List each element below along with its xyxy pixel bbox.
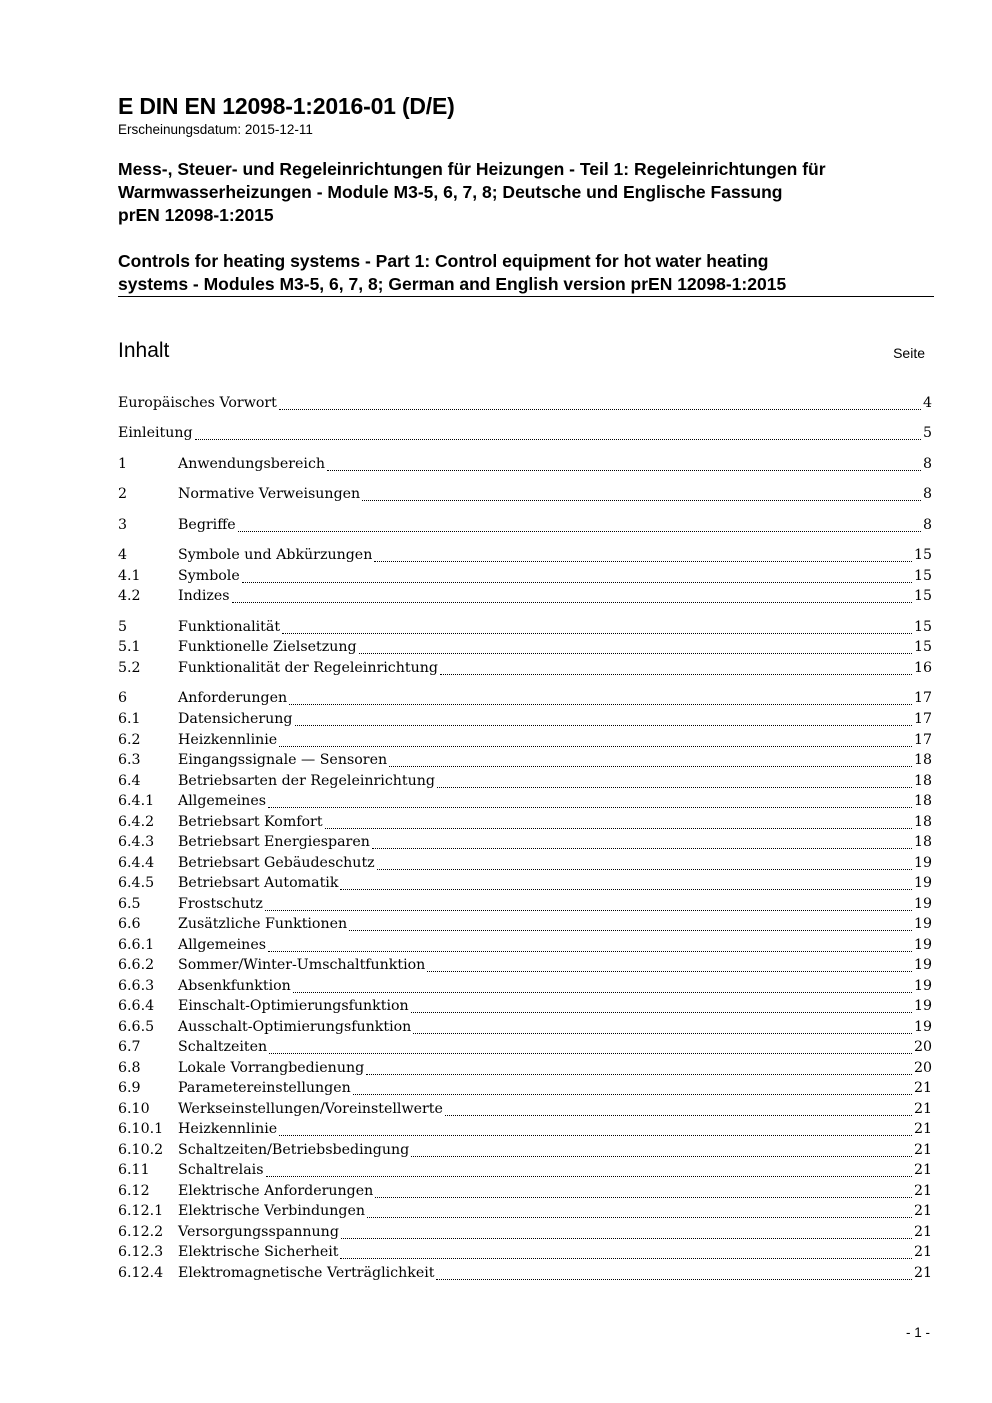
toc-leader-dots xyxy=(279,409,921,410)
toc-entry[interactable] xyxy=(118,568,932,588)
toc-leader-dots xyxy=(266,1176,912,1177)
toc-entry-title: Elektrische Sicherheit xyxy=(178,1244,339,1260)
toc-entry[interactable] xyxy=(118,957,932,977)
toc-entry-title: Heizkennlinie xyxy=(178,1121,278,1137)
toc-entry[interactable] xyxy=(118,690,932,710)
toc-entry-number: 6.11 xyxy=(118,1162,150,1178)
toc-entry[interactable] xyxy=(118,456,932,476)
toc-entry-page: 21 xyxy=(913,1224,932,1240)
title-german xyxy=(118,158,938,227)
toc-entry-page: 20 xyxy=(913,1039,932,1055)
toc-leader-dots xyxy=(366,1074,912,1075)
toc-entry-title: Heizkennlinie xyxy=(178,732,278,748)
title-english-line: Controls for heating systems - Part 1: Control equipment for hot water heating xyxy=(118,251,769,271)
toc-leader-dots xyxy=(389,766,912,767)
toc-leader-dots xyxy=(242,582,912,583)
toc-entry-number: 6.10 xyxy=(118,1101,150,1117)
toc-entry-page: 21 xyxy=(913,1244,932,1260)
title-german-line: Warmwasserheizungen - Module M3-5, 6, 7, 8; Deutsche und Englische Fassung xyxy=(118,182,783,202)
toc-leader-dots xyxy=(445,1115,912,1116)
toc-entry-page: 17 xyxy=(913,711,932,727)
toc-entry-number: 5 xyxy=(118,619,128,635)
toc-entry[interactable] xyxy=(118,486,932,506)
toc-entry[interactable] xyxy=(118,855,932,875)
toc-entry-page: 18 xyxy=(913,752,932,768)
toc-entry-title: Schaltrelais xyxy=(178,1162,264,1178)
toc-entry-number: 6.4.2 xyxy=(118,814,155,830)
toc-entry-number: 6.12.2 xyxy=(118,1224,164,1240)
toc-entry-title: Datensicherung xyxy=(178,711,293,727)
toc-entry-page: 15 xyxy=(913,639,932,655)
toc-entry-title: Versorgungsspannung xyxy=(178,1224,339,1240)
toc-entry-page: 19 xyxy=(913,937,932,953)
toc-entry-number: 6.5 xyxy=(118,896,141,912)
toc-entry[interactable] xyxy=(118,639,932,659)
toc-entry-number: 6.4.4 xyxy=(118,855,155,871)
toc-entry-page: 19 xyxy=(913,998,932,1014)
toc-entry-title: Ausschalt-Optimierungsfunktion xyxy=(178,1019,412,1035)
toc-entry-title: Normative Verweisungen xyxy=(178,486,361,502)
toc-entry-number: 6.4.5 xyxy=(118,875,155,891)
toc-entry-title: Elektrische Verbindungen xyxy=(178,1203,366,1219)
toc-leader-dots xyxy=(232,602,912,603)
toc-entry-number: 5.2 xyxy=(118,660,141,676)
toc-entry-page: 17 xyxy=(913,690,932,706)
toc-entry-number: 6.12 xyxy=(118,1183,150,1199)
toc-entry-number: 4 xyxy=(118,547,128,563)
toc-entry-number: 6.6.3 xyxy=(118,978,155,994)
toc-entry-number: 6.2 xyxy=(118,732,141,748)
toc-entry-number: 6.7 xyxy=(118,1039,141,1055)
title-english-line: systems - Modules M3-5, 6, 7, 8; German and English version prEN 12098-1:2015 xyxy=(118,274,787,294)
toc-heading: Inhalt xyxy=(118,339,170,362)
toc-entry-number: 6.8 xyxy=(118,1060,141,1076)
toc-entry-number: 6.6.5 xyxy=(118,1019,155,1035)
toc-entry[interactable] xyxy=(118,1265,932,1285)
page-number: - 1 - xyxy=(905,1325,930,1340)
toc-entry[interactable] xyxy=(118,793,932,813)
toc-entry-number: 5.1 xyxy=(118,639,141,655)
title-english xyxy=(118,250,934,297)
toc-leader-dots xyxy=(374,561,912,562)
toc-entry[interactable] xyxy=(118,1039,932,1059)
toc-entry-page: 15 xyxy=(913,619,932,635)
toc-entry-number: 2 xyxy=(118,486,128,502)
toc-entry[interactable] xyxy=(118,1224,932,1244)
toc-leader-dots xyxy=(359,653,912,654)
toc-entry-page: 17 xyxy=(913,732,932,748)
toc-entry-page: 21 xyxy=(913,1183,932,1199)
toc-entry-number: 6.4.3 xyxy=(118,834,155,850)
toc-entry-title: Einleitung xyxy=(118,425,193,441)
toc-entry-page: 18 xyxy=(913,773,932,789)
toc-entry-number: 4.1 xyxy=(118,568,141,584)
toc-entry-title: Begriffe xyxy=(178,517,236,533)
toc-entry-number: 6.6 xyxy=(118,916,141,932)
toc-entry-page: 19 xyxy=(913,916,932,932)
title-german-line: prEN 12098-1:2015 xyxy=(118,205,274,225)
toc-entry-number: 6.6.4 xyxy=(118,998,155,1014)
toc-leader-dots xyxy=(340,1258,911,1259)
toc-leader-dots xyxy=(362,500,921,501)
toc-entry-page: 21 xyxy=(913,1162,932,1178)
toc-entry[interactable] xyxy=(118,619,932,639)
toc-leader-dots xyxy=(195,439,921,440)
toc-entry[interactable] xyxy=(118,1203,932,1223)
toc-entry[interactable] xyxy=(118,517,932,537)
toc-entry-page: 20 xyxy=(913,1060,932,1076)
toc-leader-dots xyxy=(268,951,912,952)
toc-entry-title: Funktionalität xyxy=(178,619,281,635)
toc-entry-number: 6.1 xyxy=(118,711,141,727)
toc-entry[interactable] xyxy=(118,937,932,957)
toc-entry-page: 21 xyxy=(913,1203,932,1219)
toc-leader-dots xyxy=(265,910,912,911)
toc-entry-page: 18 xyxy=(913,793,932,809)
toc-entry-page: 19 xyxy=(913,855,932,871)
toc-entry-title: Lokale Vorrangbedienung xyxy=(178,1060,365,1076)
toc-entry[interactable] xyxy=(118,773,932,793)
toc-leader-dots xyxy=(372,848,912,849)
toc-entry-title: Anforderungen xyxy=(178,690,288,706)
toc-entry-page: 21 xyxy=(913,1265,932,1281)
toc-entry-title: Symbole und Abkürzungen xyxy=(178,547,373,563)
toc-entry-title: Betriebsart Automatik xyxy=(178,875,339,891)
toc-entry-number: 6.6.1 xyxy=(118,937,155,953)
toc-entry-number: 3 xyxy=(118,517,128,533)
toc-entry-page: 8 xyxy=(922,517,932,533)
toc-entry[interactable] xyxy=(118,834,932,854)
toc-entry-title: Elektromagnetische Verträglichkeit xyxy=(178,1265,435,1281)
toc-leader-dots xyxy=(268,807,912,808)
toc-leader-dots xyxy=(375,1197,912,1198)
toc-entry-number: 4.2 xyxy=(118,588,141,604)
toc-entry-page: 8 xyxy=(922,486,932,502)
toc-entry-title: Frostschutz xyxy=(178,896,263,912)
toc-page-label: Seite xyxy=(893,345,925,361)
toc-entry-number: 6.10.1 xyxy=(118,1121,164,1137)
document-id: E DIN EN 12098-1:2016-01 (D/E) xyxy=(118,93,455,119)
toc-entry[interactable] xyxy=(118,1080,932,1100)
toc-entry-page: 19 xyxy=(913,978,932,994)
toc-entry-title: Allgemeines xyxy=(178,937,266,953)
toc-leader-dots xyxy=(413,1033,912,1034)
toc-leader-dots xyxy=(411,1012,912,1013)
toc-entry-number: 1 xyxy=(118,456,128,472)
toc-entry-title: Parametereinstellungen xyxy=(178,1080,351,1096)
toc-entry-number: 6.3 xyxy=(118,752,141,768)
toc-leader-dots xyxy=(293,992,912,993)
toc-leader-dots xyxy=(282,633,912,634)
toc-entry-title: Werkseinstellungen/Voreinstellwerte xyxy=(178,1101,443,1117)
toc-entry-title: Betriebsart Komfort xyxy=(178,814,323,830)
toc-leader-dots xyxy=(411,1156,912,1157)
toc-entry[interactable] xyxy=(118,1121,932,1141)
toc-entry-title: Sommer/Winter-Umschaltfunktion xyxy=(178,957,426,973)
toc-entry[interactable] xyxy=(118,1019,932,1039)
toc-leader-dots xyxy=(341,1238,912,1239)
toc-entry[interactable] xyxy=(118,1101,932,1121)
toc-entry[interactable] xyxy=(118,978,932,998)
toc-entry[interactable] xyxy=(118,395,932,415)
toc-leader-dots xyxy=(289,704,912,705)
toc-leader-dots xyxy=(238,531,921,532)
toc-entry-page: 18 xyxy=(913,814,932,830)
toc-entry-title: Indizes xyxy=(178,588,230,604)
toc-entry-page: 19 xyxy=(913,896,932,912)
toc-entry-page: 18 xyxy=(913,834,932,850)
toc-leader-dots xyxy=(349,930,912,931)
toc-entry-number: 6 xyxy=(118,690,128,706)
toc-leader-dots xyxy=(367,1217,912,1218)
toc-entry-title: Schaltzeiten xyxy=(178,1039,268,1055)
toc-leader-dots xyxy=(440,674,912,675)
toc-entry[interactable] xyxy=(118,1162,932,1182)
toc-entry-page: 5 xyxy=(922,425,932,441)
toc-entry-page: 19 xyxy=(913,957,932,973)
toc-entry-page: 21 xyxy=(913,1142,932,1158)
toc-entry-title: Einschalt-Optimierungsfunktion xyxy=(178,998,409,1014)
toc-entry-title: Schaltzeiten/Betriebsbedingung xyxy=(178,1142,410,1158)
toc-entry-title: Funktionalität der Regeleinrichtung xyxy=(178,660,438,676)
toc-entry-title: Eingangssignale — Sensoren xyxy=(178,752,388,768)
toc-entry[interactable] xyxy=(118,660,932,680)
toc-leader-dots xyxy=(327,470,921,471)
toc-entry-number: 6.9 xyxy=(118,1080,141,1096)
toc-entry-title: Anwendungsbereich xyxy=(178,456,326,472)
toc-entry-page: 19 xyxy=(913,875,932,891)
toc-entry[interactable] xyxy=(118,916,932,936)
toc-entry-page: 19 xyxy=(913,1019,932,1035)
toc-entry-title: Elektrische Anforderungen xyxy=(178,1183,374,1199)
toc-entry-page: 21 xyxy=(913,1101,932,1117)
toc-entry[interactable] xyxy=(118,752,932,772)
toc-entry-page: 15 xyxy=(913,568,932,584)
toc-entry-page: 21 xyxy=(913,1121,932,1137)
toc-entry-page: 4 xyxy=(922,395,932,411)
toc-entry-page: 16 xyxy=(913,660,932,676)
toc-entry[interactable] xyxy=(118,814,932,834)
toc-entry[interactable] xyxy=(118,425,932,445)
toc-leader-dots xyxy=(279,1135,912,1136)
toc-entry[interactable] xyxy=(118,711,932,731)
toc-entry[interactable] xyxy=(118,998,932,1018)
toc-entry[interactable] xyxy=(118,1244,932,1264)
toc-entry-number: 6.6.2 xyxy=(118,957,155,973)
toc-entry[interactable] xyxy=(118,875,932,895)
toc-entry[interactable] xyxy=(118,732,932,752)
toc-leader-dots xyxy=(437,787,912,788)
toc-entry-page: 21 xyxy=(913,1080,932,1096)
toc-entry-title: Betriebsart Energiesparen xyxy=(178,834,370,850)
toc-entry-title: Absenkfunktion xyxy=(178,978,291,994)
toc-entry[interactable] xyxy=(118,547,932,567)
toc-entry-title: Allgemeines xyxy=(178,793,266,809)
toc-entry-number: 6.12.3 xyxy=(118,1244,164,1260)
toc-entry-title: Funktionelle Zielsetzung xyxy=(178,639,357,655)
toc-entry-number: 6.12.4 xyxy=(118,1265,164,1281)
toc-entry[interactable] xyxy=(118,1060,932,1080)
toc-leader-dots xyxy=(427,971,912,972)
toc-leader-dots xyxy=(340,889,912,890)
toc-entry-title: Betriebsarten der Regeleinrichtung xyxy=(178,773,435,789)
toc-entry-number: 6.10.2 xyxy=(118,1142,164,1158)
toc-leader-dots xyxy=(377,869,912,870)
toc-entry-title: Betriebsart Gebäudeschutz xyxy=(178,855,375,871)
toc-entry-number: 6.12.1 xyxy=(118,1203,164,1219)
toc-entry[interactable] xyxy=(118,1142,932,1162)
toc-entry-page: 15 xyxy=(913,547,932,563)
title-german-line: Mess-, Steuer- und Regeleinrichtungen für Heizungen - Teil 1: Regeleinrichtungen für xyxy=(118,159,826,179)
toc-leader-dots xyxy=(295,725,912,726)
toc-leader-dots xyxy=(325,828,912,829)
toc-entry-title: Zusätzliche Funktionen xyxy=(178,916,348,932)
toc-entry-number: 6.4 xyxy=(118,773,141,789)
toc-entry-page: 8 xyxy=(922,456,932,472)
toc-entry[interactable] xyxy=(118,588,932,608)
publication-date: Erscheinungsdatum: 2015-12-11 xyxy=(118,122,313,137)
toc-leader-dots xyxy=(353,1094,912,1095)
toc-entry-number: 6.4.1 xyxy=(118,793,155,809)
toc-leader-dots xyxy=(279,746,912,747)
toc-entry-title: Europäisches Vorwort xyxy=(118,395,277,411)
toc-leader-dots xyxy=(269,1053,912,1054)
toc-leader-dots xyxy=(436,1279,911,1280)
toc-entry-title: Symbole xyxy=(178,568,240,584)
toc-entry[interactable] xyxy=(118,1183,932,1203)
toc-entry[interactable] xyxy=(118,896,932,916)
toc-entry-page: 15 xyxy=(913,588,932,604)
